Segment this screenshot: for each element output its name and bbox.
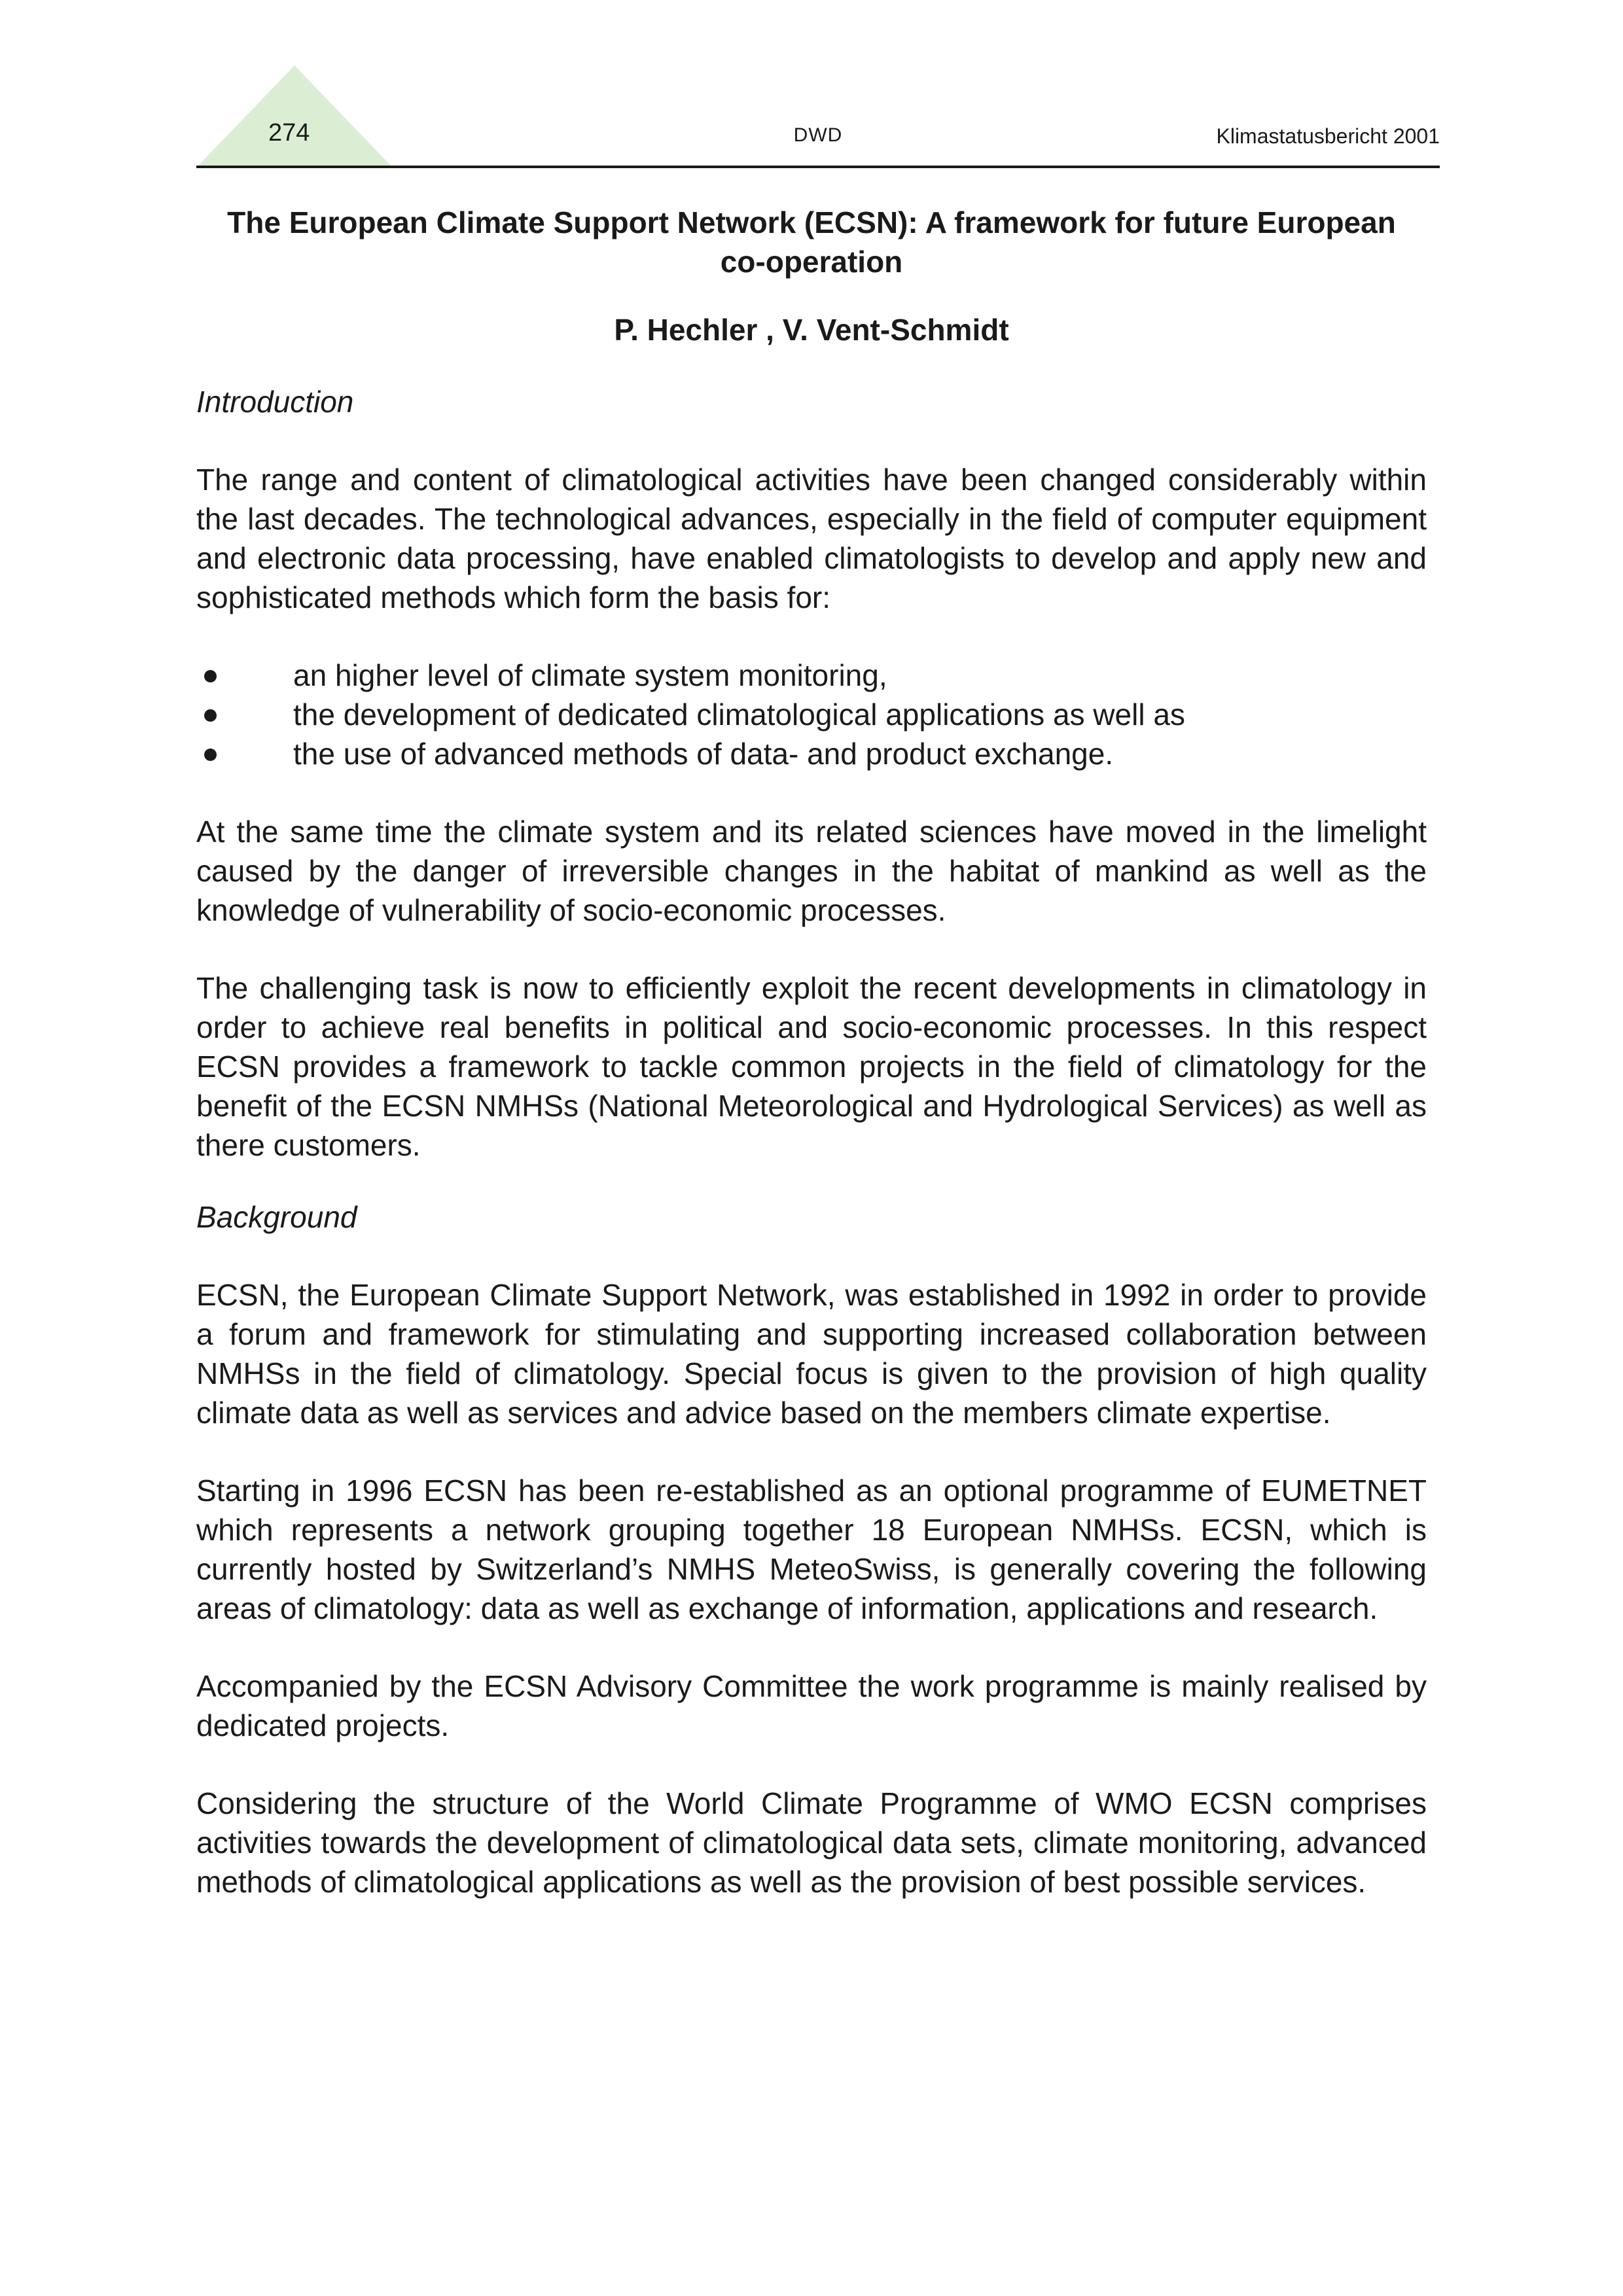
- article-title: The European Climate Support Network (ECSN): A framework for future European co-operation: [227, 205, 1396, 279]
- section-heading-introduction: Introduction: [196, 385, 354, 419]
- list-item: [196, 734, 1427, 773]
- article: [196, 203, 1427, 1901]
- paragraph: The challenging task is now to efficiently exploit the recent developments in climatology in order to achieve real benefits in political and socio-economic processes. In this respect ECSN provides a framework to tackle common projects in the field of climatology for the benefit of the ECSN NMHSs (National Meteorological and Hydrological Services) as well as there customers.: [196, 971, 1427, 1162]
- paragraph: The range and content of climatological activities have been changed considerably within the last decades. The technological advances, especially in the field of computer equipment and electronic data processing, have enabled climatologists to develop and apply new and sophisticated methods which form the basis for:: [196, 463, 1427, 614]
- header-publisher: DWD: [793, 124, 843, 146]
- page-number-triangle: [196, 65, 393, 168]
- article-authors: P. Hechler , V. Vent-Schmidt: [614, 313, 1009, 347]
- bullet-icon: [204, 670, 217, 682]
- paragraph: Considering the structure of the World Climate Programme of WMO ECSN comprises activities towards the development of climatological data sets, climate monitoring, advanced methods of climatological applications as well as the provision of best possible services.: [196, 1786, 1427, 1899]
- section-heading-background: Background: [196, 1200, 357, 1234]
- list-item: [196, 656, 1427, 695]
- list-item-text: the development of dedicated climatological applications as well as: [293, 698, 1185, 732]
- list-item-text: the use of advanced methods of data- and product exchange.: [293, 737, 1114, 771]
- bullet-icon: [204, 749, 217, 761]
- bullet-icon: [204, 709, 217, 722]
- list-item: [196, 695, 1427, 734]
- page-number: 274: [268, 119, 310, 147]
- page-header: [196, 65, 1440, 170]
- paragraph: Accompanied by the ECSN Advisory Committee the work programme is mainly realised by dedicated projects.: [196, 1669, 1427, 1742]
- header-publication-title: Klimastatusbericht 2001: [1216, 124, 1440, 148]
- paragraph: At the same time the climate system and its related sciences have moved in the limelight caused by the danger of irreversible changes in the habitat of mankind as well as the knowledge of vulnerability of socio-economic processes.: [196, 815, 1427, 927]
- bullet-list: [196, 656, 1427, 773]
- list-item-text: an higher level of climate system monitoring,: [293, 658, 887, 692]
- paragraph: Starting in 1996 ECSN has been re-established as an optional programme of EUMETNET which represents a network grouping together 18 European NMHSs. ECSN, which is currently hosted by Switzerland’s NMHS MeteoSwiss, is generally covering the following areas of climatology: data as well as exchange of information, applications and research.: [196, 1474, 1427, 1625]
- paragraph: ECSN, the European Climate Support Network, was established in 1992 in order to provide a forum and framework for stimulating and supporting increased collaboration between NMHSs in the field of climatology. Special focus is given to the provision of high quality climate data as well as services and advice based on the members climate expertise.: [196, 1278, 1427, 1430]
- header-rule: [196, 166, 1440, 168]
